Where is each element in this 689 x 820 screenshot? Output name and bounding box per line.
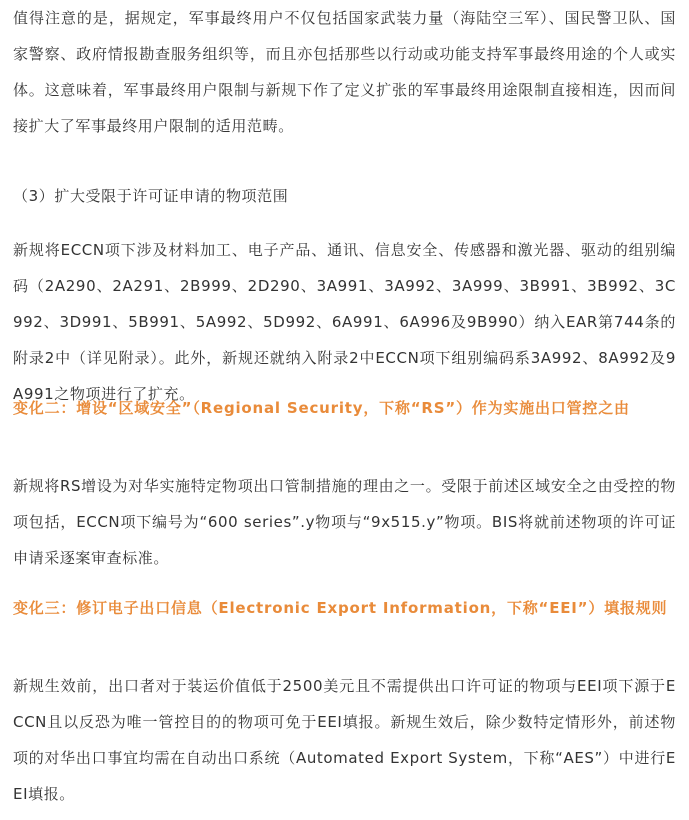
subsection-title-3: （3）扩大受限于许可证申请的物项范围: [13, 187, 289, 205]
paragraph-regional-security: 新规将RS增设为对华实施特定物项出口管制措施的理由之一。受限于前述区域安全之由受控的物项包括，ECCN项下编号为“600 series”.y物项与“9x515.y”物项。BIS将就前述物项的许可证申请采逐案审查标准。: [13, 477, 676, 567]
section-heading-change-3: 变化三：修订电子出口信息（Electronic Export Information，下称“EEI”）填报规则: [13, 599, 668, 617]
paragraph-eccn-codes: 新规将ECCN项下涉及材料加工、电子产品、通讯、信息安全、传感器和激光器、驱动的组别编码（2A290、2A291、2B999、2D290、3A991、3A992、3A999、3B991、3B992、3C992、3D991、5B991、5A992、5D992、6A991、6A996及9B990）纳入EAR第744条的附录2中（详见附录）。此外，新规还就纳入附录2中ECCN项下组别编码系3A992、8A992及9A991之物项进行了扩充。: [13, 241, 676, 403]
paragraph-military-end-user: 值得注意的是，据规定，军事最终用户不仅包括国家武装力量（海陆空三军）、国民警卫队、国家警察、政府情报勘查服务组织等，而且亦包括那些以行动或功能支持军事最终用途的个人或实体。这意味着，军事最终用户限制与新规下作了定义扩张的军事最终用途限制直接相连，因而间接扩大了军事最终用户限制的适用范畴。: [13, 9, 676, 135]
section-heading-change-2: 变化二：增设“区域安全”（Regional Security，下称“RS”）作为实施出口管控之由: [13, 399, 630, 417]
paragraph-eei-filing: 新规生效前，出口者对于装运价值低于2500美元且不需提供出口许可证的物项与EEI项下源于ECCN且以反恐为唯一管控目的的物项可免于EEI填报。新规生效后，除少数特定情形外，前述物项的对华出口事宜均需在自动出口系统（Automated Export System，下称“AES”）中进行EEI填报。: [13, 677, 676, 803]
